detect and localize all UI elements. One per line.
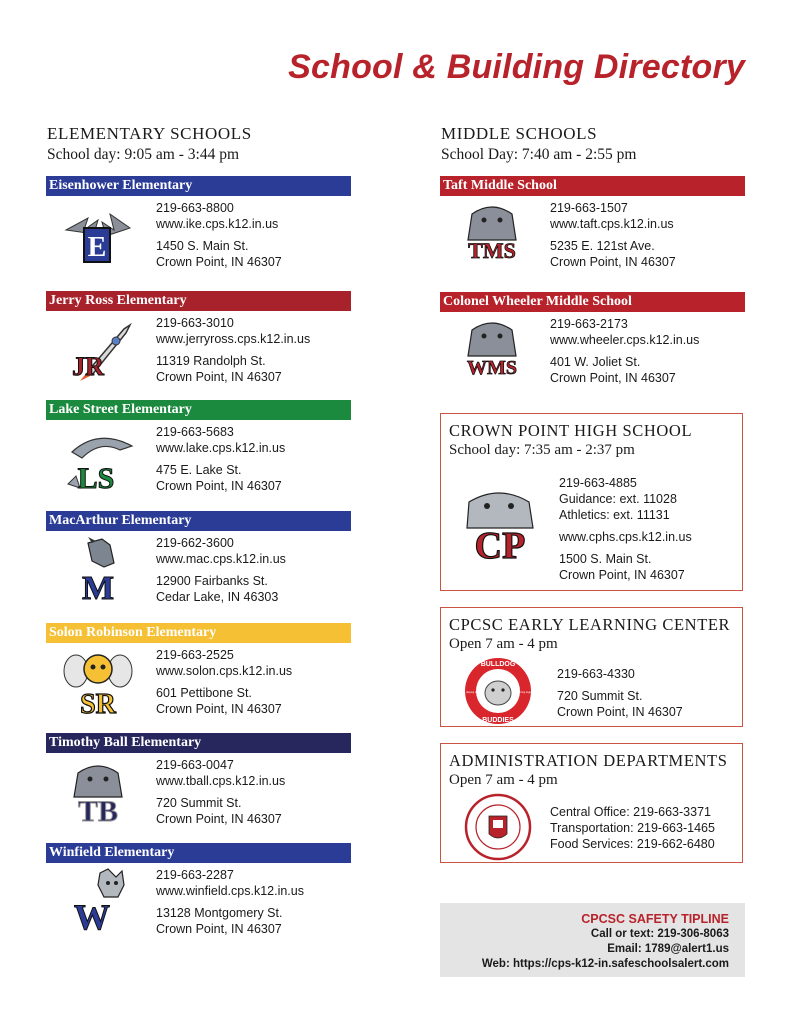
school-name-bar: Solon Robinson Elementary <box>46 623 351 643</box>
high-school-hours: School day: 7:35 am - 2:37 pm <box>449 442 635 458</box>
school-phone: 219-662-3600 <box>156 536 234 550</box>
middle-heading <box>441 124 636 164</box>
tipline-title: CPCSC SAFETY TIPLINE <box>581 912 729 926</box>
school-city: Crown Point, IN 46307 <box>156 922 282 936</box>
elementary-hours: School day: 9:05 am - 3:44 pm <box>47 146 240 163</box>
mustang-icon <box>58 535 138 607</box>
school-phone: 219-663-2525 <box>156 648 234 662</box>
school-city: Crown Point, IN 46307 <box>550 371 676 385</box>
logo-letter: WMS <box>467 357 517 379</box>
school-website[interactable]: www.ike.cps.k12.in.us <box>156 217 279 231</box>
school-name-bar: Lake Street Elementary <box>46 400 351 420</box>
school-phone: 219-663-3010 <box>156 316 234 330</box>
school-contact <box>156 535 286 605</box>
high-school-city: Crown Point, IN 46307 <box>559 568 685 582</box>
early-learning-street: 720 Summit St. <box>557 689 643 703</box>
school-city: Crown Point, IN 46307 <box>156 255 282 269</box>
school-website[interactable]: www.jerryross.cps.k12.in.us <box>156 332 311 346</box>
school-website[interactable]: www.taft.cps.k12.in.us <box>550 217 674 231</box>
school-name-bar: Taft Middle School <box>440 176 745 196</box>
school-name-bar: MacArthur Elementary <box>46 511 351 531</box>
eagle-icon <box>58 200 138 272</box>
bulldog-icon <box>459 484 541 567</box>
elementary-heading <box>47 124 252 164</box>
school-name-bar: Jerry Ross Elementary <box>46 291 351 311</box>
logo-text-left: playing together <box>466 691 485 694</box>
early-learning-box <box>440 607 743 727</box>
bulldog-icon <box>58 757 138 829</box>
early-learning-contact <box>557 666 683 720</box>
school-city: Crown Point, IN 46307 <box>156 479 282 493</box>
school-city: Crown Point, IN 46307 <box>156 370 282 384</box>
school-website[interactable]: www.lake.cps.k12.in.us <box>156 441 286 455</box>
tipline-email[interactable]: Email: 1789@alert1.us <box>607 943 729 955</box>
high-school-street: 1500 S. Main St. <box>559 552 652 566</box>
early-learning-title: CPCSC EARLY LEARNING CENTER <box>449 615 731 634</box>
district-seal-icon <box>463 792 533 862</box>
school-city: Cedar Lake, IN 46303 <box>156 590 279 604</box>
school-solon-robinson <box>46 623 351 733</box>
admin-transportation: Transportation: 219-663-1465 <box>550 821 715 835</box>
bee-icon <box>58 647 138 719</box>
logo-letter: W <box>74 897 110 937</box>
admin-central-office: Central Office: 219-663-3371 <box>550 805 711 819</box>
logo-text-bottom: BUDDIES <box>482 717 514 724</box>
school-street: 1450 S. Main St. <box>156 239 249 253</box>
logo-letter: CP <box>474 525 526 567</box>
school-name-bar: Colonel Wheeler Middle School <box>440 292 745 312</box>
school-street: 601 Pettibone St. <box>156 686 252 700</box>
school-name-bar: Winfield Elementary <box>46 843 351 863</box>
admin-box <box>440 743 743 863</box>
elementary-title: ELEMENTARY SCHOOLS <box>47 124 252 143</box>
school-phone: 219-663-2287 <box>156 868 234 882</box>
dolphin-icon <box>58 424 138 496</box>
school-jerry-ross <box>46 291 351 401</box>
admin-title: ADMINISTRATION DEPARTMENTS <box>449 751 728 770</box>
school-city: Crown Point, IN 46307 <box>156 702 282 716</box>
school-phone: 219-663-5683 <box>156 425 234 439</box>
high-school-title: CROWN POINT HIGH SCHOOL <box>449 421 693 440</box>
page-title: School & Building Directory <box>288 48 745 86</box>
tipline-call: Call or text: 219-306-8063 <box>590 928 729 940</box>
school-website[interactable]: www.winfield.cps.k12.in.us <box>156 884 304 898</box>
school-phone: 219-663-0047 <box>156 758 234 772</box>
school-street: 475 E. Lake St. <box>156 463 242 477</box>
school-street: 401 W. Joliet St. <box>550 355 641 369</box>
bulldog-icon <box>452 316 532 388</box>
logo-letter: SR <box>80 689 116 720</box>
bulldog-buddies-logo <box>463 656 536 726</box>
school-name-bar: Timothy Ball Elementary <box>46 733 351 753</box>
school-street: 13128 Montgomery St. <box>156 906 283 920</box>
school-city: Crown Point, IN 46307 <box>550 255 676 269</box>
logo-letter: TMS <box>468 238 516 263</box>
high-school-phone: 219-663-4885 <box>559 476 637 490</box>
school-website[interactable]: www.tball.cps.k12.in.us <box>156 774 286 788</box>
early-learning-phone: 219-663-4330 <box>557 667 635 681</box>
early-learning-city: Crown Point, IN 46307 <box>557 705 683 719</box>
school-timothy-ball <box>46 733 351 843</box>
school-colonel-wheeler <box>440 292 745 402</box>
logo-letter: JR <box>72 352 104 381</box>
school-eisenhower <box>46 176 351 286</box>
school-street: 720 Summit St. <box>156 796 242 810</box>
logo-text-top: BULLDOG <box>480 661 516 668</box>
school-website[interactable]: www.wheeler.cps.k12.in.us <box>550 333 700 347</box>
middle-hours: School Day: 7:40 am - 2:55 pm <box>441 146 637 163</box>
bulldog-icon <box>452 200 532 272</box>
logo-text-right: learning together <box>516 691 536 694</box>
early-learning-hours: Open 7 am - 4 pm <box>449 636 558 652</box>
admin-food-services: Food Services: 219-662-6480 <box>550 837 715 851</box>
school-city: Crown Point, IN 46307 <box>156 812 282 826</box>
high-school-contact <box>559 475 692 583</box>
logo-letter: E <box>87 232 107 263</box>
school-phone: 219-663-8800 <box>156 201 234 215</box>
school-phone: 219-663-1507 <box>550 201 628 215</box>
school-contact <box>156 424 285 494</box>
school-phone: 219-663-2173 <box>550 317 628 331</box>
safety-tipline <box>440 903 745 977</box>
school-macarthur <box>46 511 351 621</box>
school-contact <box>550 200 676 270</box>
admin-hours: Open 7 am - 4 pm <box>449 772 558 788</box>
middle-title: MIDDLE SCHOOLS <box>441 124 598 143</box>
school-lake-street <box>46 400 351 510</box>
high-school-athletics: Athletics: ext. 11131 <box>559 508 670 522</box>
school-website[interactable]: www.mac.cps.k12.in.us <box>156 552 286 566</box>
school-taft <box>440 176 745 286</box>
school-contact <box>550 316 699 386</box>
logo-letter: LS <box>77 462 115 495</box>
school-winfield <box>46 843 351 953</box>
rocket-icon <box>58 315 138 387</box>
school-contact <box>156 757 285 827</box>
school-street: 12900 Fairbanks St. <box>156 574 268 588</box>
wildcat-icon <box>58 867 138 939</box>
school-website[interactable]: www.solon.cps.k12.in.us <box>156 664 293 678</box>
logo-letter: M <box>81 570 115 607</box>
high-school-website[interactable]: www.cphs.cps.k12.in.us <box>559 530 692 544</box>
school-contact <box>156 200 282 270</box>
school-contact <box>156 315 310 385</box>
school-name-bar: Eisenhower Elementary <box>46 176 351 196</box>
school-contact <box>156 867 304 937</box>
school-street: 5235 E. 121st Ave. <box>550 239 655 253</box>
admin-contact <box>550 804 715 852</box>
logo-letter: TB <box>77 795 119 828</box>
school-contact <box>156 647 292 717</box>
high-school-box <box>440 413 743 591</box>
high-school-guidance: Guidance: ext. 11028 <box>559 492 677 506</box>
school-street: 11319 Randolph St. <box>156 354 266 368</box>
tipline-web[interactable]: Web: https://cps-k12-in.safeschoolsalert.com <box>481 958 729 970</box>
